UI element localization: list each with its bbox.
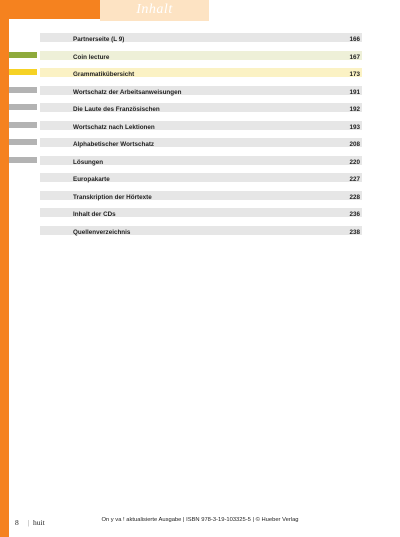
toc-tab-marker bbox=[9, 69, 37, 75]
toc-tab-marker bbox=[9, 192, 37, 198]
toc-tab-marker bbox=[9, 34, 37, 40]
toc-label: Transkription der Hörtexte bbox=[73, 193, 152, 201]
toc-tab-marker bbox=[9, 174, 37, 180]
toc-page-number: 236 bbox=[349, 211, 360, 218]
toc-page-number: 227 bbox=[349, 176, 360, 183]
toc-tab-marker bbox=[9, 104, 37, 110]
toc-row[interactable] bbox=[9, 66, 360, 84]
toc-tab-marker bbox=[9, 227, 37, 233]
toc-label: Alphabetischer Wortschatz bbox=[73, 141, 155, 148]
toc-row-bar bbox=[40, 51, 362, 60]
toc-row-bar bbox=[40, 121, 362, 130]
toc-row[interactable] bbox=[9, 101, 360, 119]
toc-row-bar bbox=[40, 156, 362, 165]
toc-label: Wortschatz nach Lektionen bbox=[73, 123, 155, 131]
toc-label: Lösungen bbox=[73, 158, 104, 166]
toc-tab-marker bbox=[9, 52, 37, 58]
toc-row-bar bbox=[40, 191, 362, 200]
toc-row[interactable] bbox=[9, 206, 360, 224]
toc-page-number: 191 bbox=[349, 88, 360, 96]
toc-row[interactable] bbox=[9, 31, 360, 49]
page-number: 8 bbox=[15, 518, 19, 527]
page-separator: | bbox=[28, 518, 30, 527]
toc-label: Die Laute des Französischen bbox=[73, 106, 160, 113]
toc-row[interactable] bbox=[9, 171, 360, 189]
toc-row-bar bbox=[40, 138, 362, 147]
toc-row[interactable] bbox=[9, 224, 360, 242]
table-of-contents bbox=[9, 31, 360, 241]
toc-row-bar bbox=[40, 86, 362, 95]
toc-page-number: 238 bbox=[349, 228, 360, 236]
toc-row[interactable] bbox=[9, 189, 360, 207]
toc-page-number: 228 bbox=[349, 193, 360, 201]
toc-label: Inhalt der CDs bbox=[73, 211, 116, 218]
toc-label: Europakarte bbox=[73, 176, 110, 183]
toc-label: Quellenverzeichnis bbox=[73, 228, 131, 236]
toc-row-bar bbox=[40, 33, 362, 42]
toc-page-number: 173 bbox=[349, 71, 360, 78]
toc-label: Partnerseite (L 9) bbox=[73, 36, 125, 43]
toc-row[interactable] bbox=[9, 84, 360, 102]
toc-row[interactable] bbox=[9, 49, 360, 67]
toc-row[interactable] bbox=[9, 119, 360, 137]
page-word: huit bbox=[33, 518, 45, 527]
toc-page-number: 220 bbox=[349, 158, 360, 166]
toc-tab-marker bbox=[9, 157, 37, 163]
toc-row-bar bbox=[40, 226, 362, 235]
toc-label: Wortschatz der Arbeitsanweisungen bbox=[73, 88, 182, 96]
toc-row-bar bbox=[40, 208, 362, 217]
toc-page-number: 192 bbox=[349, 106, 360, 113]
toc-row-bar bbox=[40, 68, 362, 77]
toc-row-bar bbox=[40, 103, 362, 112]
toc-tab-marker bbox=[9, 139, 37, 145]
toc-page-number: 166 bbox=[349, 36, 360, 43]
toc-page-number: 167 bbox=[349, 53, 360, 61]
toc-page-number: 193 bbox=[349, 123, 360, 131]
top-accent-bar bbox=[0, 0, 100, 19]
toc-row[interactable] bbox=[9, 136, 360, 154]
publisher-line: On y va ! aktualisierte Ausgabe | ISBN 978-3-19-103325-5 | © Hueber Verlag bbox=[101, 517, 299, 523]
toc-tab-marker bbox=[9, 209, 37, 215]
toc-page-number: 208 bbox=[349, 141, 360, 148]
toc-tab-marker bbox=[9, 87, 37, 93]
toc-row[interactable] bbox=[9, 154, 360, 172]
page-title: Inhalt bbox=[136, 2, 173, 17]
toc-label: Coin lecture bbox=[73, 53, 110, 61]
toc-label: Grammatikübersicht bbox=[73, 71, 135, 78]
toc-row-bar bbox=[40, 173, 362, 182]
toc-tab-marker bbox=[9, 122, 37, 128]
left-accent-bar bbox=[0, 0, 9, 537]
